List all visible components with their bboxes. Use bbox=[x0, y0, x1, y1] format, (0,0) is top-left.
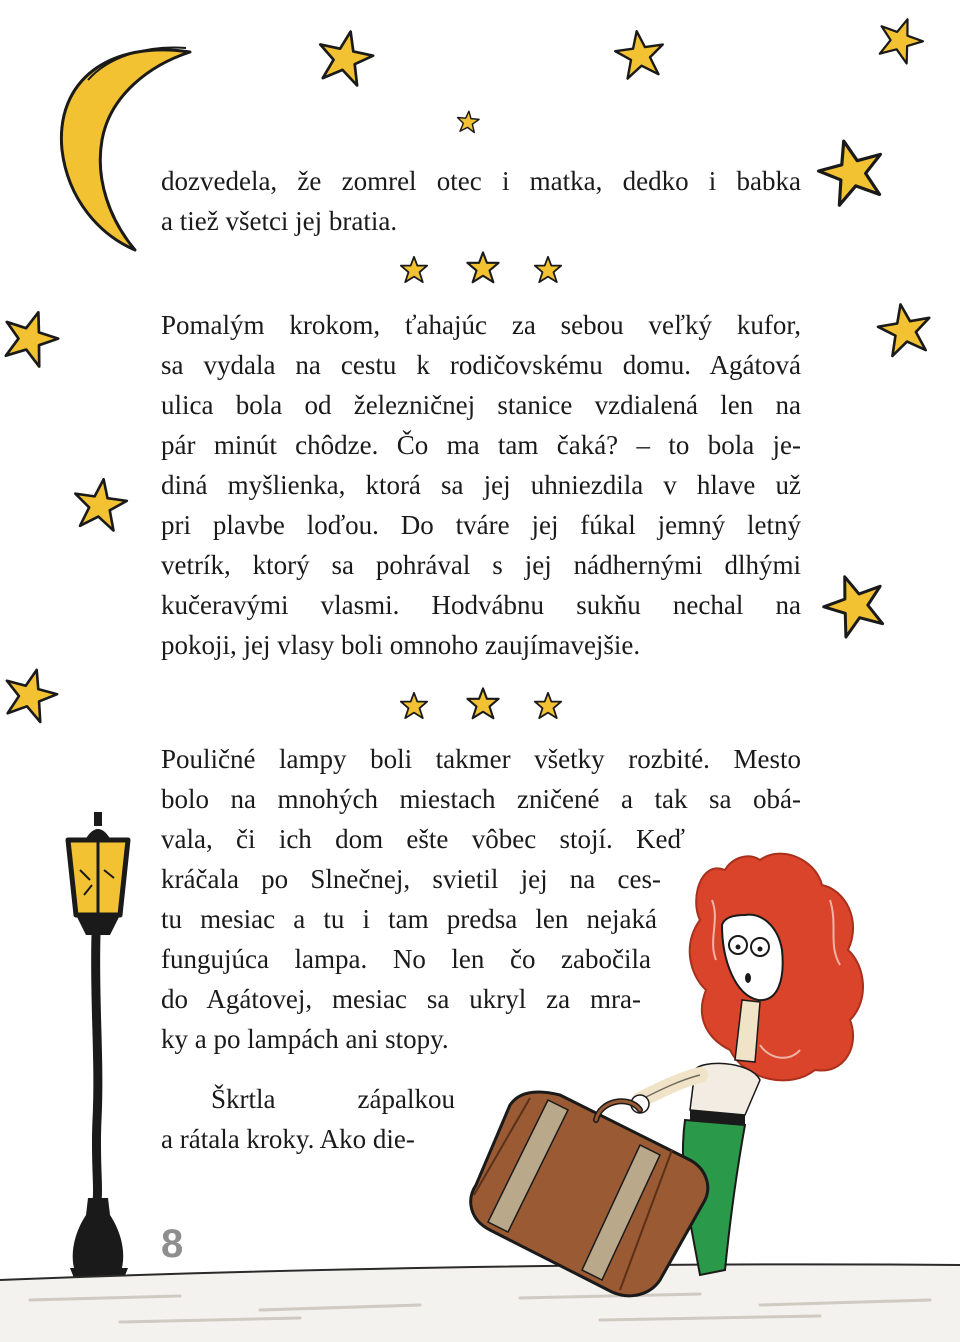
text-line: pár minút chôdze. Čo ma tam čaká? – to bola je- bbox=[161, 430, 801, 460]
text-line: a rátala kroky. Ako die- bbox=[161, 1124, 415, 1154]
star-icon bbox=[813, 133, 891, 208]
star-icon bbox=[314, 26, 377, 87]
section-separator bbox=[401, 688, 561, 718]
text-line: ky a po lampách ani stopy. bbox=[161, 1024, 449, 1054]
text-line: vala, či ich dom ešte vôbec stojí. Keď bbox=[161, 824, 685, 854]
text-line: vetrík, ktorý sa pohrával s jej nádhernými dlhými bbox=[161, 550, 801, 580]
text-line: bolo na mnohých miestach zničené a tak sa obá- bbox=[161, 784, 801, 814]
ground-texture bbox=[0, 1264, 960, 1342]
star-icon bbox=[467, 252, 498, 282]
text-line: dozvedela, že zomrel otec i matka, dedko i babka bbox=[161, 166, 801, 196]
star-icon bbox=[71, 476, 129, 532]
star-icon bbox=[873, 12, 929, 66]
text-line: pri plavbe loďou. Do tváre jej fúkal jemný letný bbox=[161, 510, 801, 540]
star-icon bbox=[401, 693, 427, 718]
text-line: tu mesiac a tu i tam predsa len nejaká bbox=[161, 904, 657, 934]
text-line: kráčala po Slnečnej, svietil jej na ces- bbox=[161, 864, 661, 894]
text-line: ulica bola od železničnej stanice vzdialená len na bbox=[161, 390, 801, 420]
text-line: fungujúca lampa. No len čo zabočila bbox=[161, 944, 651, 974]
star-icon bbox=[817, 567, 893, 641]
star-icon bbox=[535, 257, 561, 282]
text-line: Pouličné lampy boli takmer všetky rozbité. Mesto bbox=[161, 744, 801, 774]
star-icon bbox=[401, 257, 427, 282]
star-icon bbox=[0, 304, 64, 369]
text-line: Pomalým krokom, ťahajúc za sebou veľký kufor, bbox=[161, 310, 801, 340]
text-line: sa vydala na cestu k rodičovskému domu. Agátová bbox=[161, 350, 801, 380]
page-number: 8 bbox=[161, 1222, 184, 1266]
section-separator bbox=[401, 252, 561, 282]
street-lamp-icon bbox=[68, 812, 128, 1278]
text-line: Škrtla zápalkou bbox=[211, 1084, 455, 1114]
star-icon bbox=[0, 663, 62, 724]
text-line: do Agátovej, mesiac sa ukryl za mra- bbox=[161, 984, 641, 1014]
star-icon bbox=[535, 693, 561, 718]
text-line: a tiež všetci jej bratia. bbox=[161, 206, 398, 236]
star-icon bbox=[456, 110, 479, 133]
star-icon bbox=[875, 300, 935, 358]
text-line: kučeravými vlasmi. Hodvábnu sukňu nechal na bbox=[161, 590, 801, 620]
text-line: diná myšlienka, ktorá sa jej uhniezdila v hlave už bbox=[161, 470, 801, 500]
text-line: pokoji, jej vlasy boli omnoho zaujímavejšie. bbox=[161, 630, 641, 660]
star-icon bbox=[613, 28, 667, 80]
star-icon bbox=[467, 688, 498, 718]
